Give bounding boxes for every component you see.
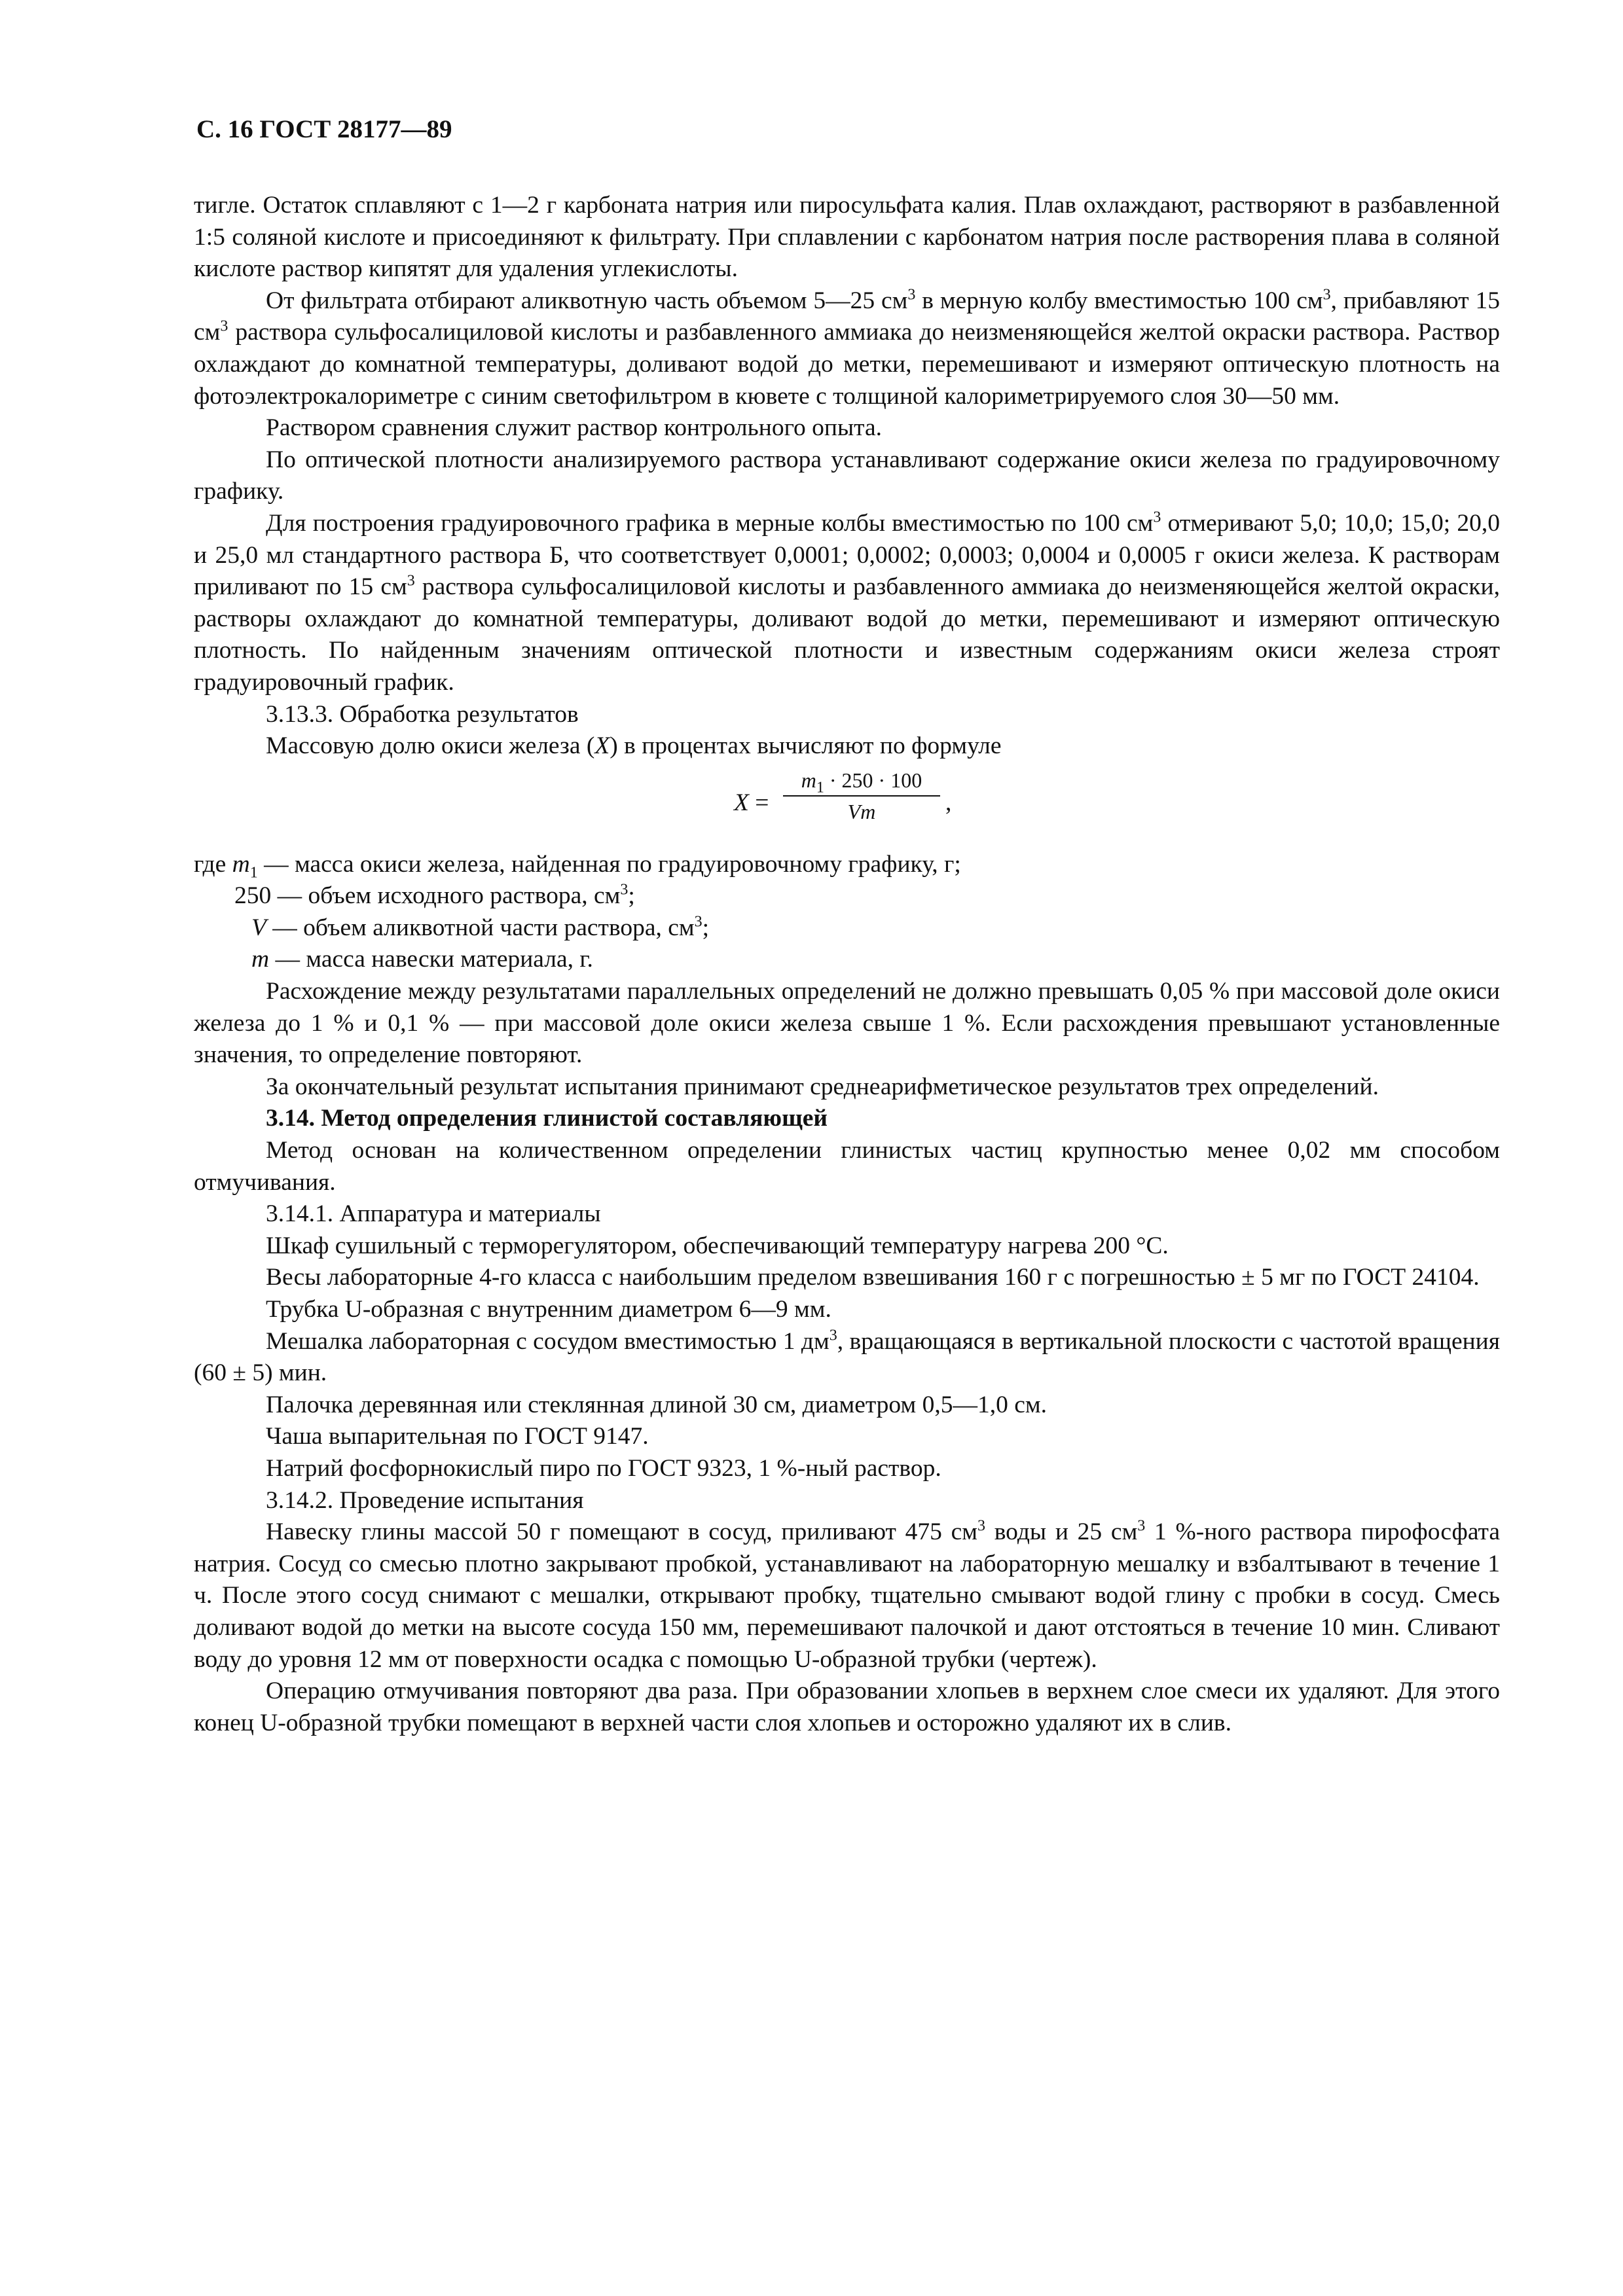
document-body [194, 190, 1500, 1739]
formula-numerator: $m_1 \cdot 250 \cdot 100$ [801, 768, 922, 797]
formula: X = $m_1 \cdot 250 \cdot 100$ Vm , [194, 762, 1500, 849]
paragraph: Расхождение между результатами параллельных определений не должно превышать 0,05 % при массовой доле окиси железа до 1 % и 0,1 % — при массовой доле окиси железа свыше 1 %. Если расхождения превышают установленные значения, то определение повторяют. [194, 978, 1500, 1069]
paragraph: По оптической плотности анализируемого раствора устанавливают содержание окиси железа по градуировочному графику. [194, 446, 1500, 505]
section-heading-3-13-3: 3.13.3. Обработка результатов [266, 700, 579, 728]
fraction-bar [783, 795, 940, 797]
section-heading-3-14-1: 3.14.1. Аппаратура и материалы [266, 1200, 601, 1228]
paragraph: От фильтрата отбирают аликвотную часть объемом 5—25 $см^3$ в мерную колбу вместимостью 100 $см^3$, прибавляют 15 $см^3$ раствора сульфосалициловой кислоты и разбавленного аммиака до неизменяющейся желтой окраски раствора. Раствор охлаждают до комнатной температуры, доливают водой до метки, перемешивают и измеряют оптическую плотность на фотоэлектрокалориметре с синим светофильтром в кювете с толщиной калориметрируемого слоя 30—50 мм. [194, 286, 1501, 410]
paragraph: Навеску глины массой 50 г помещают в сосуд, приливают 475 $см^3$ воды и 25 $см^3$ 1 %-ного раствора пирофосфата натрия. Сосуд со смесью плотно закрывают пробкой, устанавливают на лабораторную мешалку и взбалтывают в течение 1 ч. После этого сосуд снимают с мешалки, открывают пробку, тщательно смывают водой глину с пробки в сосуд. Смесь доливают водой до метки на высоте сосуда 150 мм, перемешивают палочкой и дают отстояться в течение 10 мин. Сливают воду до уровня 12 мм от поверхности осадка с помощью U-образной трубки (чертеж). [194, 1517, 1500, 1673]
paragraph: Весы лабораторные 4-го класса с наибольшим пределом взвешивания 160 г с погрешностью ± 5 мг по ГОСТ 24104. [266, 1264, 1480, 1291]
paragraph: Мешалка лабораторная с сосудом вместимостью 1 $дм^3$, вращающаяся в вертикальной плоскости с частотой вращения (60 ± 5) мин. [194, 1327, 1500, 1387]
paragraph: тигле. Остаток сплавляют с 1—2 г карбоната натрия или пиросульфата калия. Плав охлаждают, растворяют в разбавленной 1:5 соляной кислоте и присоединяют к фильтрату. При сплавлении с карбонатом натрия после растворения плава в соляной кислоте раствор кипятят для удаления углекислоты. [194, 192, 1500, 283]
paragraph: Натрий фосфорнокислый пиро по ГОСТ 9323, 1 %-ный раствор. [266, 1454, 941, 1482]
definition-250: 250 — объем исходного раствора, $см^3$; [234, 881, 635, 910]
paragraph: За окончательный результат испытания принимают среднеарифметическое результатов трех определений. [266, 1073, 1379, 1100]
paragraph: Операцию отмучивания повторяют два раза. При образовании хлопьев в верхнем слое смеси их удаляют. Для этого конец U-образной трубки помещают в верхней части слоя хлопьев и осторожно удаляют их в слив. [194, 1677, 1500, 1736]
definition-v: V — объем аликвотной части раствора, $см^3$; [251, 913, 710, 941]
formula-lhs: X = [734, 789, 769, 816]
definition-m: m — масса навески материала, г. [251, 946, 593, 973]
paragraph: Трубка U-образная с внутренним диаметром 6—9 мм. [266, 1296, 831, 1323]
paragraph: Раствором сравнения служит раствор контрольного опыта. [266, 414, 883, 442]
formula-denominator: Vm [847, 799, 876, 823]
formula-fraction [783, 766, 940, 825]
paragraph: Массовую долю окиси железа (X) в процентах вычисляют по формуле [266, 732, 1002, 760]
paragraph: Палочка деревянная или стеклянная длиной 30 см, диаметром 0,5—1,0 см. [266, 1391, 1047, 1418]
paragraph: Шкаф сушильный с терморегулятором, обеспечивающий температуру нагрева 200 °С. [266, 1232, 1169, 1259]
paragraph: Для построения градуировочного графика в мерные колбы вместимостью по 100 $см^3$ отмеривают 5,0; 10,0; 15,0; 20,0 и 25,0 мл стандартного раствора Б, что соответствует 0,0001; 0,0002; 0,0003; 0,0004 и 0,0005 г окиси железа. К растворам приливают по 15 $см^3$ раствора сульфосалициловой кислоты и разбавленного аммиака до неизменяющейся желтой окраски, растворы охлаждают до комнатной температуры, доливают водой до метки, перемешивают и измеряют оптическую плотность. По найденным значениям оптической плотности и известным содержаниям окиси железа строят градуировочный график. [194, 509, 1501, 696]
section-heading-3-14-2: 3.14.2. Проведение испытания [266, 1486, 584, 1514]
section-heading-3-14: 3.14. Метод определения глинистой составляющей [266, 1105, 828, 1132]
paragraph: Метод основан на количественном определении глинистых частиц крупностью менее 0,02 мм способом отмучивания. [194, 1137, 1500, 1196]
page-header: С. 16 ГОСТ 28177—89 [196, 115, 452, 143]
paragraph: Чаша выпарительная по ГОСТ 9147. [266, 1423, 649, 1450]
definition-m1: где $m_1$ — масса окиси железа, найденная по градуировочному графику, г; [194, 850, 961, 882]
